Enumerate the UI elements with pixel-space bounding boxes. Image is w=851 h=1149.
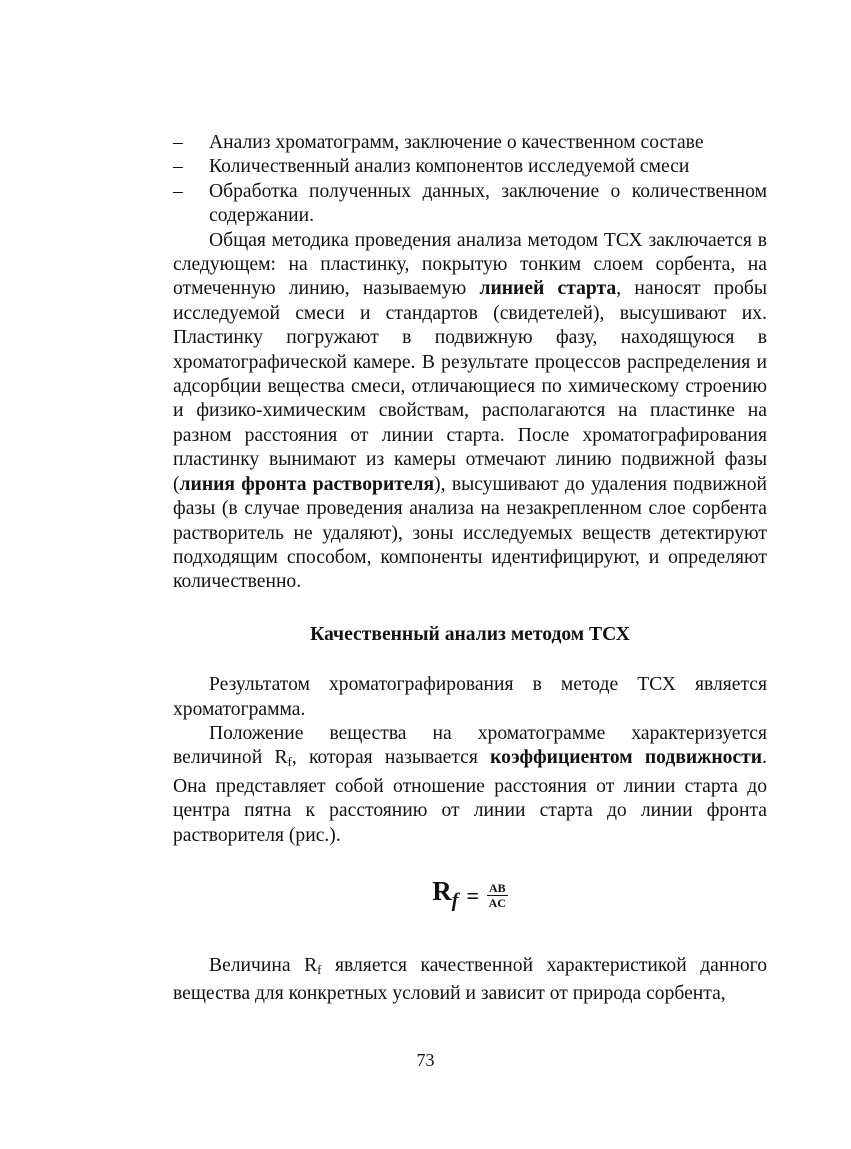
list-item — [173, 131, 767, 155]
list-item-text: Обработка полученных данных, заключение о количественном содержании. — [209, 180, 767, 227]
formula-numerator: AB — [489, 881, 506, 896]
method-paragraph — [173, 229, 767, 595]
text-run: ), высушивают до удаления подвижной фазы (в случае проведения анализа на незакрепленном слое сорбента растворитель не удаляют), зоны исследуемых веществ детектируют подходящим способом, компоненты идентифицируют, и определяют количественно. — [173, 473, 767, 593]
list-dash: – — [173, 156, 183, 178]
term-start-line: линией старта — [479, 278, 617, 300]
text-run: . Она представляет собой отношение расстояния от линии старта до центра пятна к расстоянию от линии старта до линии фронта растворителя (рис.). — [173, 747, 767, 846]
list-item — [173, 155, 767, 179]
result-paragraph: Результатом хроматографирования в методе ТСХ является хроматограмма. — [173, 674, 767, 720]
list-item-text: Анализ хроматограмм, заключение о качественном составе — [209, 132, 704, 153]
text-run: Общая методика проведения анализа методом ТСХ заключается в следующем: на пластинку, покрытую тонким слоем сорбента, на отмеченную линию, называемую — [173, 229, 767, 300]
page-number: 73 — [416, 1050, 435, 1070]
text-run: , которая называется — [291, 747, 491, 769]
term-mobility-coefficient: коэффициентом подвижности — [490, 747, 763, 769]
subscript: f — [287, 754, 292, 770]
term-solvent-front: линия фронта растворителя — [179, 473, 435, 495]
rf-definition-paragraph — [173, 722, 767, 848]
formula-subscript: f — [451, 889, 459, 912]
step-list — [173, 131, 767, 229]
list-dash: – — [173, 180, 183, 202]
text-run: является качественной характеристикой данного вещества для конкретных условий и зависит от природа сорбента, — [173, 954, 767, 1005]
text-run: , наносят пробы исследуемой смеси и стандартов (свидетелей), высушивают их. Пластинку погружают в подвижную фазу, находящуюся в хроматографической камере. В результате процессов распределения и адсорбции вещества смеси, отличающиеся по химическому строению и физико-химическим свойствам, располагаются на пластинке на разном расстояния от линии старта. После хроматографирования пластинку вынимают из камеры отмечают линию подвижной фазы ( — [173, 278, 768, 495]
text-run: Величина R — [209, 954, 318, 976]
text-run: Положение вещества на хроматограмме характеризуется величиной R — [173, 722, 767, 769]
list-dash: – — [173, 132, 183, 153]
list-item — [173, 180, 767, 229]
formula-fraction — [487, 881, 508, 910]
rf-characteristic-paragraph — [173, 954, 767, 1007]
formula-equals: = — [466, 882, 480, 908]
formula-denominator: AC — [488, 896, 507, 911]
page-content — [173, 131, 767, 1007]
formula-lhs — [432, 876, 459, 913]
rf-formula — [173, 878, 767, 914]
list-item-text: Количественный анализ компонентов исследуемой смеси — [209, 156, 690, 178]
subscript: f — [317, 961, 322, 977]
formula-symbol: R — [432, 876, 452, 907]
section-heading: Качественный анализ методом ТСХ — [310, 623, 630, 645]
